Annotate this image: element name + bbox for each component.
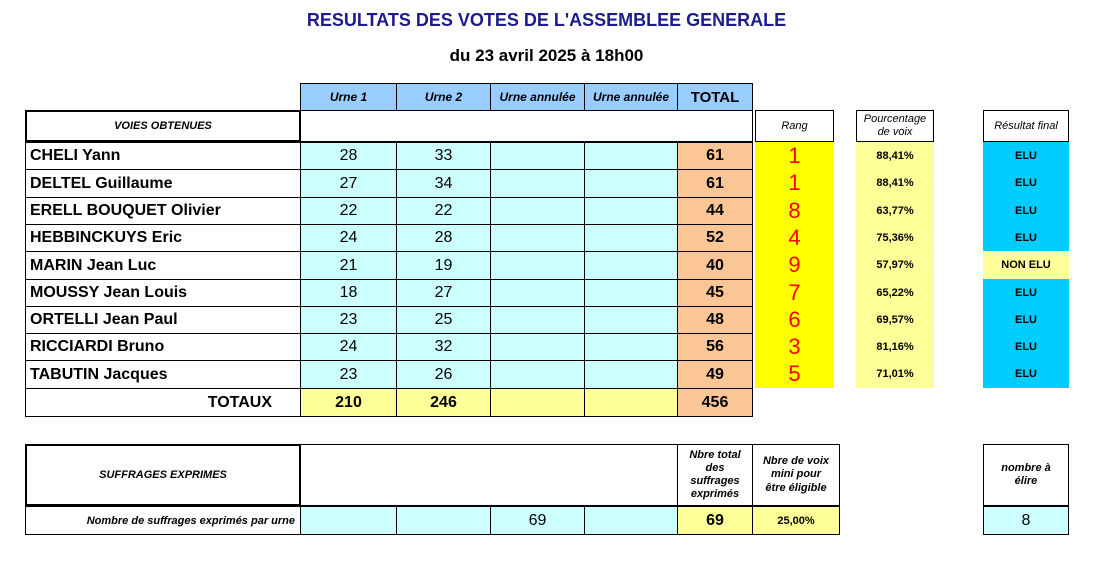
- candidate-annulee1-cell: [490, 333, 585, 361]
- candidate-name-cell: HEBBINCKUYS Eric: [25, 224, 301, 252]
- totaux-annulee2: [584, 388, 678, 417]
- candidate-annulee2-cell: [584, 279, 678, 307]
- suffrages-elire-header-l1: nombre à: [1001, 461, 1051, 474]
- candidate-annulee2-cell: [584, 197, 678, 225]
- suffrages-annulee1: 69: [490, 506, 585, 535]
- header-blank-area: [300, 110, 753, 142]
- candidate-pct-cell: 63,77%: [856, 197, 934, 224]
- candidate-urne1-cell: 23: [300, 360, 397, 389]
- candidate-name-cell: TABUTIN Jacques: [25, 360, 301, 389]
- candidate-annulee2-cell: [584, 306, 678, 334]
- suffrages-mini-value: 25,00%: [752, 506, 840, 535]
- suffrages-elire-header: [983, 444, 1069, 506]
- candidate-annulee1-cell: [490, 279, 585, 307]
- candidate-total-cell: 49: [677, 360, 753, 389]
- header-urne2: Urne 2: [396, 83, 491, 111]
- candidate-urne2-cell: 32: [396, 333, 491, 361]
- candidate-urne1-cell: 21: [300, 251, 397, 280]
- suffrages-mini-header-l3: être éligible: [765, 481, 827, 494]
- header-rang: Rang: [755, 110, 834, 142]
- candidate-rang-cell: 1: [755, 169, 834, 197]
- suffrages-blank: [300, 444, 678, 506]
- suffrages-urne2: [396, 506, 491, 535]
- candidate-name-cell: RICCIARDI Bruno: [25, 333, 301, 361]
- candidate-pct-cell: 88,41%: [856, 169, 934, 197]
- suffrages-urne1: [300, 506, 397, 535]
- candidate-rang-cell: 7: [755, 279, 834, 306]
- page-subtitle: du 23 avril 2025 à 18h00: [449, 46, 644, 65]
- candidate-result-cell: ELU: [983, 333, 1069, 360]
- candidate-total-cell: 44: [677, 197, 753, 225]
- candidate-rang-cell: 8: [755, 197, 834, 224]
- candidate-name-cell: MARIN Jean Luc: [25, 251, 301, 280]
- candidate-annulee1-cell: [490, 169, 585, 198]
- suffrages-row-label: Nombre de suffrages exprimés par urne: [25, 506, 301, 535]
- candidate-urne1-cell: 27: [300, 169, 397, 198]
- candidate-total-cell: 56: [677, 333, 753, 361]
- candidate-annulee1-cell: [490, 197, 585, 225]
- header-pourcentage-line1: Pourcentage: [863, 112, 927, 125]
- candidate-rang-cell: 9: [755, 251, 834, 279]
- candidate-annulee1-cell: [490, 306, 585, 334]
- suffrages-mini-header-l1: Nbre de voix: [762, 455, 830, 468]
- suffrages-elire-value: 8: [983, 506, 1069, 535]
- suffrages-mini-header-l2: mini pour: [770, 468, 822, 481]
- candidate-rang-cell: 1: [755, 142, 834, 169]
- candidate-result-cell: ELU: [983, 169, 1069, 197]
- candidate-total-cell: 48: [677, 306, 753, 334]
- candidate-pct-cell: 57,97%: [856, 251, 934, 279]
- candidate-result-cell: ELU: [983, 142, 1069, 169]
- candidate-annulee1-cell: [490, 224, 585, 252]
- suffrages-total-header-l3: suffrages: [690, 475, 740, 487]
- candidate-pct-cell: 81,16%: [856, 333, 934, 360]
- candidate-urne1-cell: 24: [300, 224, 397, 252]
- candidate-name-cell: CHELI Yann: [25, 142, 301, 170]
- candidate-urne2-cell: 33: [396, 142, 491, 170]
- candidate-urne2-cell: 34: [396, 169, 491, 198]
- candidate-pct-cell: 88,41%: [856, 142, 934, 169]
- candidate-annulee2-cell: [584, 142, 678, 170]
- candidate-result-cell: ELU: [983, 360, 1069, 388]
- candidate-urne1-cell: 23: [300, 306, 397, 334]
- candidate-result-cell: ELU: [983, 197, 1069, 224]
- suffrages-mini-header: [752, 444, 840, 506]
- candidate-name-cell: ERELL BOUQUET Olivier: [25, 197, 301, 225]
- suffrages-total-header: [677, 444, 753, 506]
- candidate-pct-cell: 69,57%: [856, 306, 934, 333]
- candidate-urne1-cell: 18: [300, 279, 397, 307]
- candidate-annulee1-cell: [490, 360, 585, 389]
- candidate-annulee2-cell: [584, 360, 678, 389]
- candidate-pct-cell: 75,36%: [856, 224, 934, 251]
- candidate-rang-cell: 3: [755, 333, 834, 360]
- header-pourcentage: [856, 110, 934, 142]
- candidate-result-cell: ELU: [983, 306, 1069, 333]
- candidate-name-cell: DELTEL Guillaume: [25, 169, 301, 198]
- candidate-annulee2-cell: [584, 251, 678, 280]
- suffrages-total-header-l2: des: [705, 461, 725, 474]
- candidate-result-cell: ELU: [983, 279, 1069, 306]
- candidate-urne2-cell: 22: [396, 197, 491, 225]
- candidate-urne2-cell: 27: [396, 279, 491, 307]
- totaux-urne2: 246: [396, 388, 491, 417]
- totaux-label: TOTAUX: [25, 388, 301, 417]
- candidate-rang-cell: 4: [755, 224, 834, 251]
- candidate-annulee2-cell: [584, 224, 678, 252]
- candidate-annulee2-cell: [584, 169, 678, 198]
- candidate-total-cell: 52: [677, 224, 753, 252]
- candidate-total-cell: 61: [677, 169, 753, 198]
- header-resultat-final: Résultat final: [983, 110, 1069, 142]
- header-total: TOTAL: [677, 83, 753, 111]
- candidate-annulee1-cell: [490, 251, 585, 280]
- page-title: RESULTATS DES VOTES DE L'ASSEMBLEE GENERALE: [306, 10, 787, 30]
- candidate-name-cell: MOUSSY Jean Louis: [25, 279, 301, 307]
- candidate-annulee1-cell: [490, 142, 585, 170]
- header-pourcentage-line2: de voix: [877, 126, 913, 138]
- candidate-result-cell: ELU: [983, 224, 1069, 251]
- header-urne-annulee-2: Urne annulée: [584, 83, 678, 111]
- candidate-urne2-cell: 19: [396, 251, 491, 280]
- candidate-urne2-cell: 28: [396, 224, 491, 252]
- suffrages-total-value: 69: [677, 506, 753, 535]
- candidate-result-cell: NON ELU: [983, 251, 1069, 279]
- candidate-pct-cell: 65,22%: [856, 279, 934, 306]
- suffrages-annulee2: [584, 506, 678, 535]
- totaux-annulee1: [490, 388, 585, 417]
- totaux-total: 456: [677, 388, 753, 417]
- header-voies-obtenues: VOIES OBTENUES: [25, 110, 301, 142]
- candidate-urne1-cell: 28: [300, 142, 397, 170]
- header-urne-annulee-1: Urne annulée: [490, 83, 585, 111]
- candidate-total-cell: 61: [677, 142, 753, 170]
- candidate-total-cell: 40: [677, 251, 753, 280]
- candidate-urne2-cell: 25: [396, 306, 491, 334]
- suffrages-total-header-l1: Nbre total: [689, 448, 741, 461]
- candidate-annulee2-cell: [584, 333, 678, 361]
- candidate-urne2-cell: 26: [396, 360, 491, 389]
- header-urne1: Urne 1: [300, 83, 397, 111]
- suffrages-elire-header-l2: élire: [1014, 475, 1038, 487]
- totaux-urne1: 210: [300, 388, 397, 417]
- candidate-rang-cell: 6: [755, 306, 834, 333]
- suffrages-label: SUFFRAGES EXPRIMES: [25, 444, 301, 506]
- candidate-pct-cell: 71,01%: [856, 360, 934, 388]
- candidate-name-cell: ORTELLI Jean Paul: [25, 306, 301, 334]
- candidate-total-cell: 45: [677, 279, 753, 307]
- candidate-rang-cell: 5: [755, 360, 834, 388]
- suffrages-total-header-l4: exprimés: [690, 488, 740, 501]
- candidate-urne1-cell: 24: [300, 333, 397, 361]
- candidate-urne1-cell: 22: [300, 197, 397, 225]
